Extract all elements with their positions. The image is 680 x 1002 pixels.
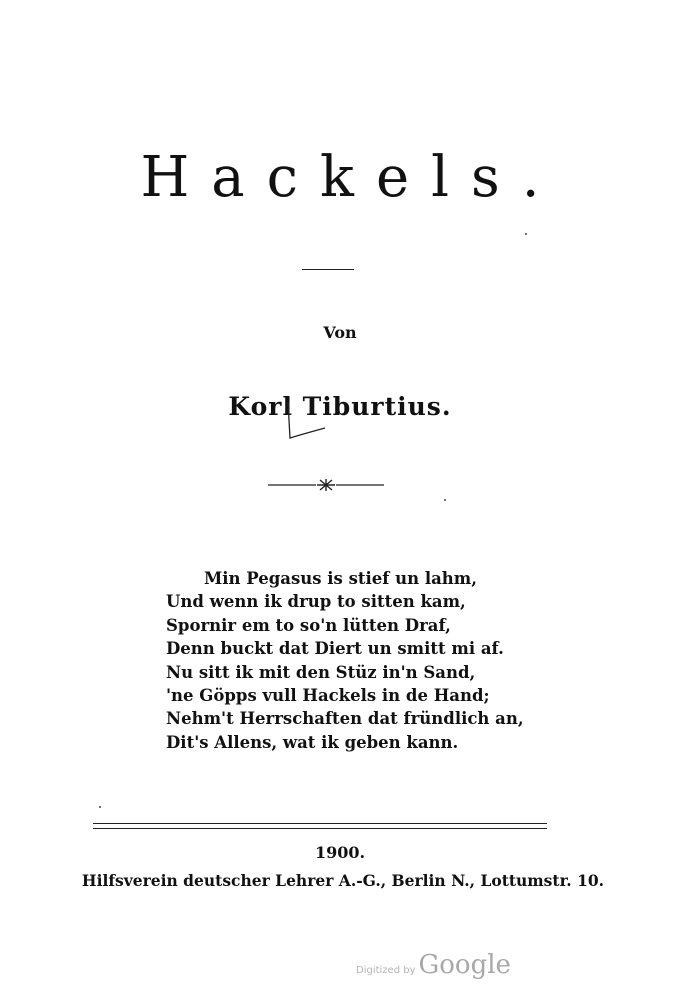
poem-stanza	[166, 567, 524, 754]
poem-line: 'ne Göpps vull Hackels in de Hand;	[166, 685, 490, 705]
handwritten-pen-mark	[285, 400, 329, 444]
poem-line: Denn buckt dat Diert un smitt mi af.	[166, 639, 504, 659]
by-label: Von	[323, 323, 357, 342]
divider-rule-bottom	[93, 828, 547, 829]
poem-line: Und wenn ik drup to sitten kam,	[166, 592, 466, 612]
poem-line: Min Pegasus is stief un lahm,	[204, 569, 477, 588]
watermark-prefix: Digitized by	[356, 965, 416, 976]
digitized-watermark	[356, 950, 511, 980]
publisher-imprint: Hilfsverein deutscher Lehrer A.-G., Berlin N., Lottumstr. 10.	[81, 871, 605, 890]
print-speck	[444, 499, 446, 501]
print-speck	[99, 806, 101, 808]
poem-line: Nu sitt ik mit den Stüz in'n Sand,	[166, 662, 476, 682]
book-title: Hackels.	[140, 145, 562, 210]
poem-line: Spornir em to so'n lütten Draf,	[166, 615, 451, 635]
google-logo: Google	[418, 950, 511, 980]
publication-year: 1900.	[314, 843, 366, 862]
poem-line: Dit's Allens, wat ik geben kann.	[166, 732, 459, 752]
print-speck	[525, 233, 527, 235]
author-name: Korl Tiburtius.	[228, 392, 452, 421]
poem-line: Nehm't Herrschaften dat fründlich an,	[166, 709, 524, 729]
ornament-divider	[268, 477, 384, 493]
divider-rule-top	[93, 823, 547, 824]
title-divider	[302, 269, 354, 270]
